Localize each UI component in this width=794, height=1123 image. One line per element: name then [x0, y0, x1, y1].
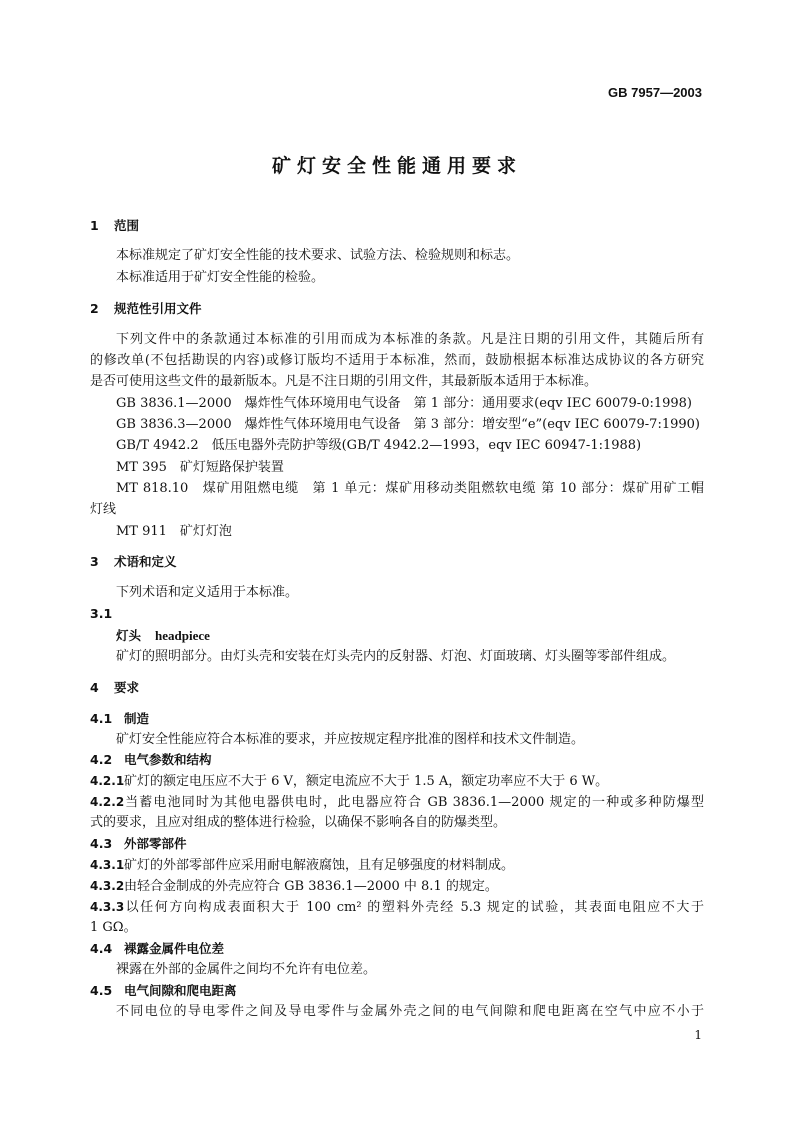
section-number: 3: [90, 554, 99, 569]
clause-number: 4.3.3: [90, 900, 125, 914]
section-heading-3: [90, 554, 704, 570]
term-number: 3.1: [90, 606, 113, 621]
term-english: headpiece: [155, 628, 210, 643]
clause-text: 当蓄电池同时为其他电器供电时，此电器应符合 GB 3836.1—2000 规定的一种或多种防爆型: [124, 795, 704, 810]
reference-item: GB 3836.1—2000 爆炸性气体环境用电气设备 第 1 部分：通用要求(eqv IEC 60079-0:1998): [116, 396, 692, 411]
clause-paragraph: [90, 878, 704, 895]
clause-title: 外部零部件: [124, 836, 187, 851]
paragraph-line: 下列文件中的条款通过本标准的引用而成为本标准的条款。凡是注日期的引用文件，其随后所有: [116, 332, 704, 347]
clause-heading: [90, 983, 704, 999]
clause-text-continued: 式的要求，且应对组成的整体进行检验，以确保不影响各自的防爆类型。: [90, 815, 507, 830]
paragraph: 不同电位的导电零件之间及导电零件与金属外壳之间的电气间隙和爬电距离在空气中应不小于: [116, 1004, 704, 1019]
section-number: 1: [90, 218, 99, 233]
clause-number: 4.3.1: [90, 858, 125, 872]
clause-heading: [90, 711, 704, 727]
clause-title: 电气参数和结构: [124, 752, 212, 767]
clause-number: 4.3.2: [90, 879, 125, 893]
clause-number: 4.3: [90, 836, 113, 851]
term-chinese: 灯头: [116, 628, 142, 643]
clause-text-continued: 1 GΩ。: [90, 920, 137, 935]
paragraph: 裸露在外部的金属件之间均不允许有电位差。: [116, 962, 377, 977]
section-heading-1: [90, 218, 704, 234]
paragraph-line: 是否可使用这些文件的最新版本。凡是不注日期的引用文件，其最新版本适用于本标准。: [90, 374, 598, 389]
paragraph: 本标准适用于矿灯安全性能的检验。: [116, 270, 325, 285]
clause-number: 4.1: [90, 711, 113, 726]
section-title: 规范性引用文件: [114, 301, 202, 316]
clause-number: 4.2: [90, 752, 113, 767]
clause-text: 矿灯的额定电压应不大于 6 V，额定电流应不大于 1.5 A，额定功率应不大于 6 W。: [124, 774, 609, 789]
clause-number: 4.2.2: [90, 795, 125, 809]
reference-item: MT 818.10 煤矿用阻燃电缆 第 1 单元：煤矿用移动类阻燃软电缆 第 10 部分：煤矿用矿工帽: [116, 481, 704, 496]
clause-text: 以任何方向构成表面积大于 100 cm² 的塑料外壳经 5.3 规定的试验，其表面电阻应不大于: [124, 900, 704, 915]
clause-title: 电气间隙和爬电距离: [124, 983, 237, 998]
clause-text: 由轻合金制成的外壳应符合 GB 3836.1—2000 中 8.1 的规定。: [124, 879, 498, 894]
clause-heading: [90, 836, 704, 852]
section-title: 要求: [114, 680, 140, 695]
clause-number: 4.5: [90, 983, 113, 998]
section-title: 术语和定义: [114, 554, 177, 569]
clause-paragraph: [90, 857, 704, 874]
section-heading-2: [90, 301, 704, 317]
reference-item: MT 395 矿灯短路保护装置: [116, 460, 284, 475]
section-title: 范围: [114, 218, 140, 233]
reference-item: GB 3836.3—2000 爆炸性气体环境用电气设备 第 3 部分：增安型“e”(eqv IEC 60079-7:1990): [116, 417, 700, 432]
section-number: 2: [90, 301, 99, 316]
paragraph: 本标准规定了矿灯安全性能的技术要求、试验方法、检验规则和标志。: [116, 248, 520, 263]
section-heading-4: [90, 680, 704, 696]
clause-paragraph: [90, 773, 704, 790]
clause-title: 裸露金属件电位差: [124, 941, 225, 956]
reference-item: GB/T 4942.2 低压电器外壳防护等级(GB/T 4942.2—1993，eqv IEC 60947-1:1988): [116, 438, 642, 453]
clause-heading: [90, 941, 704, 957]
clause-number: 4.4: [90, 941, 113, 956]
reference-item: MT 911 矿灯灯泡: [116, 524, 232, 539]
reference-item-continued: 灯线: [90, 502, 117, 517]
section-number: 4: [90, 680, 99, 695]
clause-title: 制造: [124, 711, 150, 726]
paragraph: 矿灯安全性能应符合本标准的要求，并应按规定程序批准的图样和技术文件制造。: [116, 732, 585, 747]
clause-text: 矿灯的外部零部件应采用耐电解液腐蚀，且有足够强度的材料制成。: [124, 858, 515, 873]
clause-paragraph: [90, 794, 704, 811]
paragraph-line: 的修改单(不包括勘误的内容)或修订版均不适用于本标准，然而，鼓励根据本标准达成协议的各方研究: [90, 353, 704, 368]
clause-number: 4.2.1: [90, 774, 125, 788]
term-definition: 矿灯的照明部分。由灯头壳和安装在灯头壳内的反射器、灯泡、灯面玻璃、灯头圈等零部件组成。: [116, 649, 676, 664]
clause-heading: [90, 752, 704, 768]
clause-paragraph: [90, 899, 704, 916]
page-number: 1: [694, 1028, 702, 1042]
term-entry: [116, 628, 704, 645]
document-title: 矿灯安全性能通用要求: [271, 155, 522, 177]
standard-number: GB 7957—2003: [608, 85, 702, 100]
paragraph: 下列术语和定义适用于本标准。: [116, 585, 299, 600]
